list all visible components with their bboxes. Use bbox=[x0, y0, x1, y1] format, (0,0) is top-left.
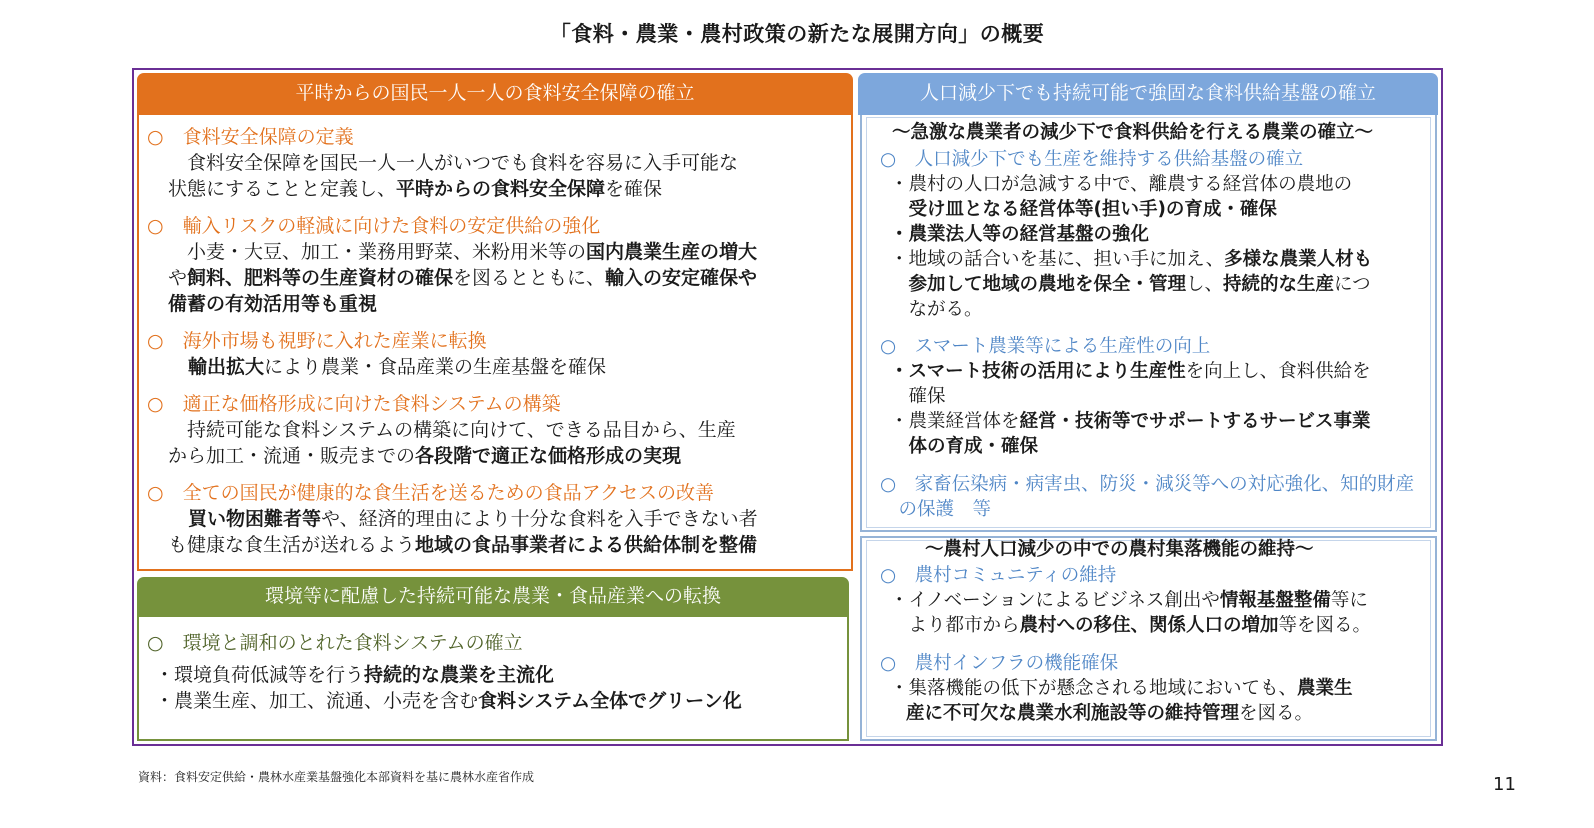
food-access-heading: ○ 全ての国民が健康的な食生活を送るための食品アクセスの改善 bbox=[147, 482, 715, 504]
rural-infrastructure-line2: 産に不可欠な農業水利施設等の維持管理を図る。 bbox=[906, 703, 1314, 724]
sustainable-agriculture-header: 環境等に配慮した持続可能な農業・食品産業への転換 bbox=[137, 577, 849, 617]
smart-agriculture-line4: 体の育成・確保 bbox=[890, 436, 1039, 457]
rural-infrastructure-heading: ○ 農村インフラの機能確保 bbox=[880, 653, 1119, 674]
import-risk-line3: 備蓄の有効活用等も重視 bbox=[168, 293, 378, 315]
food-security-definition-line2: 状態にすることと定義し、平時からの食料安全保障を確保 bbox=[168, 178, 663, 200]
supply-base-heading: ○ 人口減少下でも生産を維持する供給基盤の確立 bbox=[880, 149, 1304, 170]
smart-agriculture-heading: ○ スマート農業等による生産性の向上 bbox=[880, 336, 1211, 357]
supply-base-header: 人口減少下でも持続可能で強固な食料供給基盤の確立 bbox=[858, 73, 1438, 115]
page-number: 11 bbox=[1493, 774, 1516, 795]
supply-base-line5: 参加して地域の農地を保全・管理し、持続的な生産につ bbox=[890, 274, 1371, 295]
smart-agriculture-line1: ・スマート技術の活用により生産性を向上し、食料供給を bbox=[890, 361, 1371, 382]
supply-base-line3: ・農業法人等の経営基盤の強化 bbox=[890, 224, 1150, 245]
page-title: 「食料・農業・農村政策の新たな展開方向」の概要 bbox=[549, 22, 1045, 46]
smart-agriculture-line3: ・農業経営体を経営・技術等でサポートするサービス事業 bbox=[890, 411, 1371, 432]
supply-base-line1: ・農村の人口が急減する中で、離農する経営体の農地の bbox=[890, 174, 1353, 195]
import-risk-line2: や飼料、肥料等の生産資材の確保を図るとともに、輸入の安定確保や bbox=[168, 267, 758, 289]
import-risk-line1: 小麦・大豆、加工・業務用野菜、米粉用米等の国内農業生産の増大 bbox=[168, 241, 758, 263]
price-formation-line2: から加工・流通・販売までの各段階で適正な価格形成の実現 bbox=[168, 445, 682, 467]
supply-base-line2: 受け皿となる経営体等(担い手)の育成・確保 bbox=[890, 199, 1277, 220]
price-formation-heading: ○ 適正な価格形成に向けた食料システムの構築 bbox=[147, 393, 561, 415]
source-note: 資料：食料安定供給・農林水産業基盤強化本部資料を基に農林水産省作成 bbox=[138, 770, 535, 784]
food-access-line2: も健康な食生活が送れるよう地域の食品事業者による供給体制を整備 bbox=[168, 534, 758, 556]
food-access-line1: 買い物困難者等や、経済的理由により十分な食料を入手できない者 bbox=[188, 508, 758, 530]
rural-community-line1: ・イノベーションによるビジネス創出や情報基盤整備等に bbox=[890, 590, 1368, 611]
environmental-line2: ・農業生産、加工、流通、小売を含む食料システム全体でグリーン化 bbox=[155, 690, 742, 712]
food-security-definition-heading: ○ 食料安全保障の定義 bbox=[147, 126, 354, 148]
overseas-market-heading: ○ 海外市場も視野に入れた産業に転換 bbox=[147, 330, 487, 352]
food-security-definition-line1: 食料安全保障を国民一人一人がいつでも食料を容易に入手可能な bbox=[168, 152, 739, 174]
food-security-header: 平時からの国民一人一人の食料安全保障の確立 bbox=[137, 73, 853, 115]
supply-base-line4: ・地域の話合いを基に、担い手に加え、多様な農業人材も bbox=[890, 249, 1373, 270]
disease-disaster-line2: の保護 等 bbox=[880, 499, 992, 520]
rural-community-heading: ○ 農村コミュニティの維持 bbox=[880, 565, 1117, 586]
disease-disaster-line1: ○ 家畜伝染病・病害虫、防災・減災等への対応強化、知的財産 bbox=[880, 474, 1415, 495]
supply-base-line6: ながる。 bbox=[890, 299, 983, 320]
overseas-market-line1: 輸出拡大により農業・食品産業の生産基盤を確保 bbox=[188, 356, 607, 378]
rural-infrastructure-line1: ・集落機能の低下が懸念される地域においても、農業生 bbox=[890, 678, 1353, 699]
import-risk-heading: ○ 輸入リスクの軽減に向けた食料の安定供給の強化 bbox=[147, 215, 601, 237]
smart-agriculture-line2: 確保 bbox=[890, 386, 946, 407]
supply-base-subtitle: ～急激な農業者の減少下で食料供給を行える農業の確立～ bbox=[892, 122, 1374, 143]
environmental-line1: ・環境負荷低減等を行う持続的な農業を主流化 bbox=[155, 664, 555, 686]
rural-community-subtitle: ～農村人口減少の中での農村集落機能の維持～ bbox=[925, 539, 1314, 560]
price-formation-line1: 持続可能な食料システムの構築に向けて、できる品目から、生産 bbox=[168, 419, 736, 441]
rural-community-line2: より都市から農村への移住、関係人口の増加等を図る。 bbox=[890, 615, 1372, 636]
environmental-harmony-heading: ○ 環境と調和のとれた食料システムの確立 bbox=[147, 632, 523, 654]
